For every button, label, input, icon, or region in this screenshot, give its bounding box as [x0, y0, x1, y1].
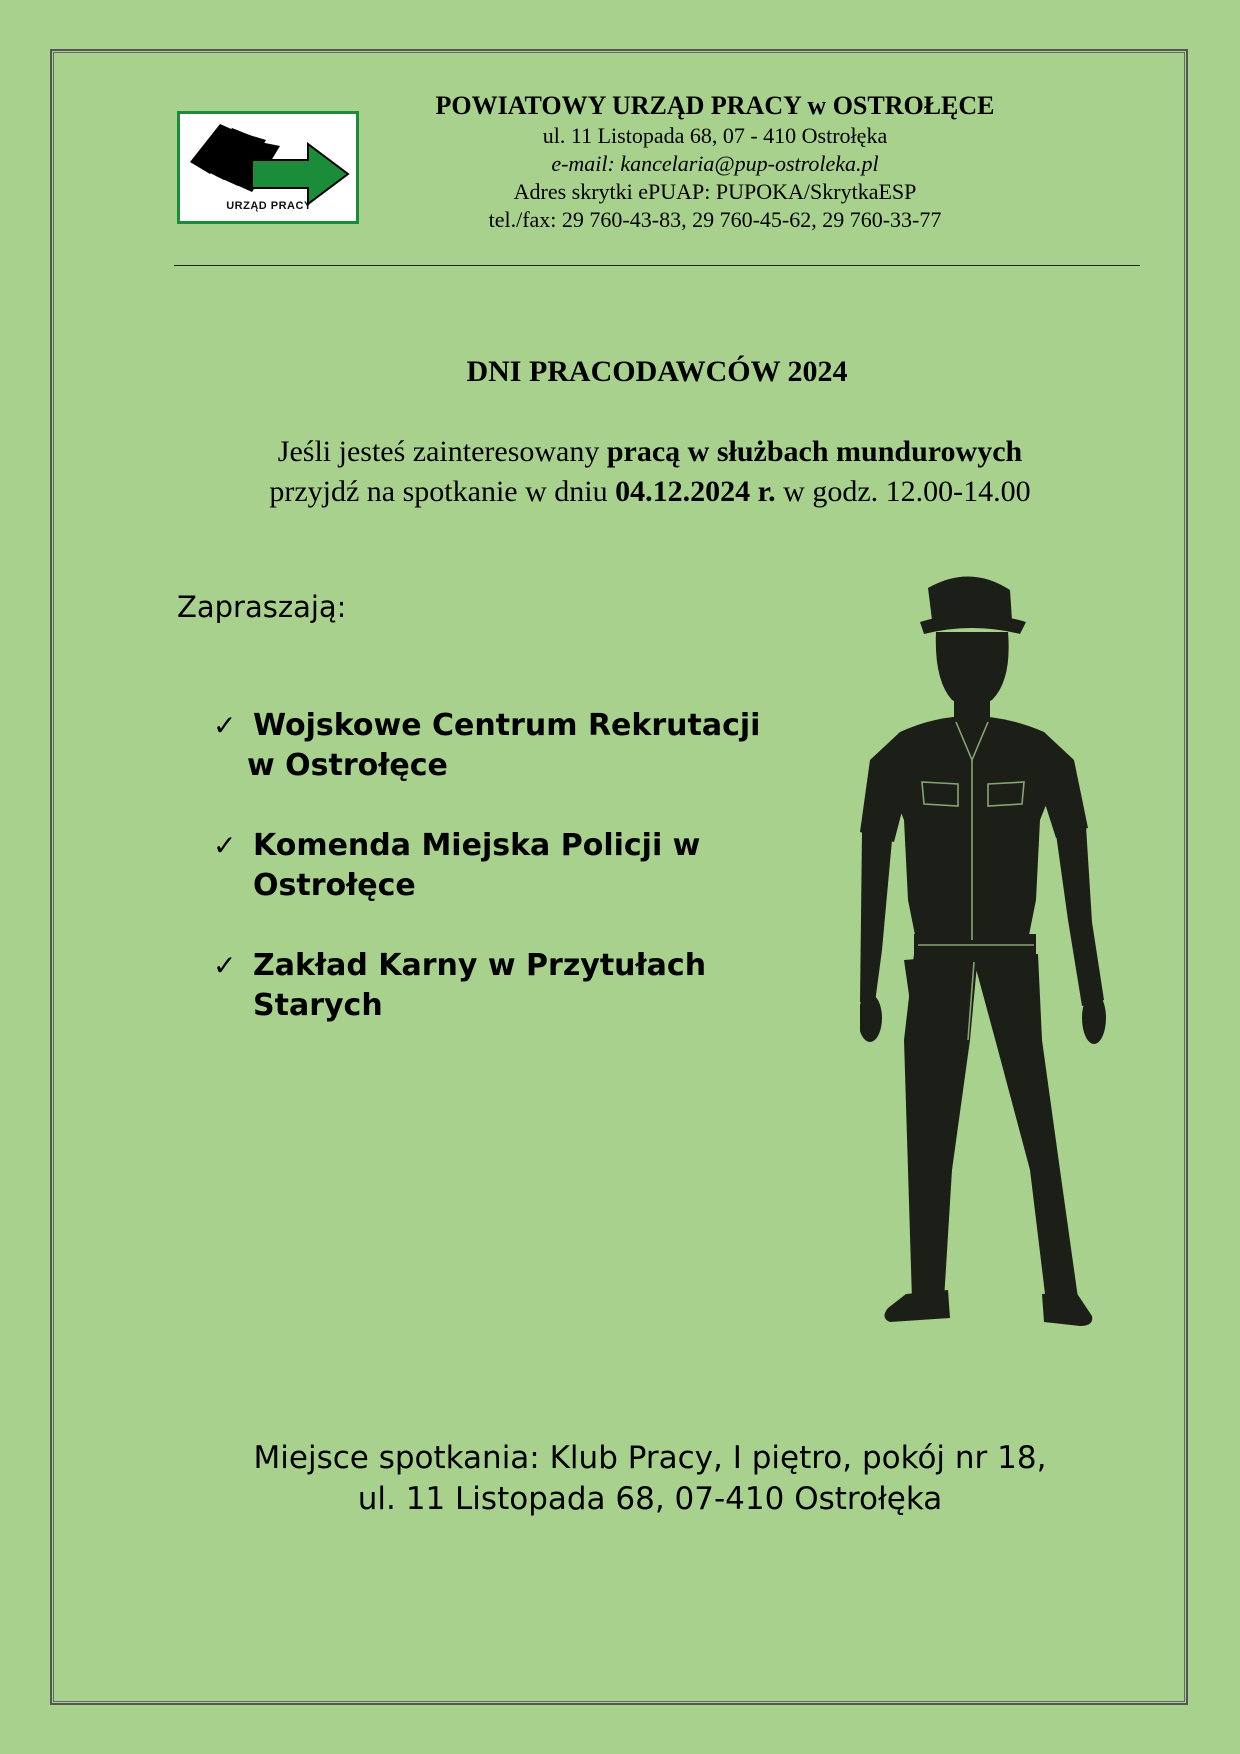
invite-label: Zapraszają:	[177, 590, 347, 624]
event-intro	[140, 432, 1160, 512]
inviter-line: Ostrołęce	[253, 868, 416, 903]
organization-name: POWIATOWY URZĄD PRACY w OSTROŁĘCE	[435, 91, 995, 120]
intro-highlight: pracą w służbach mundurowych	[606, 435, 1023, 468]
event-hours: w godz. 12.00-14.00	[775, 475, 1031, 508]
epuap-address: Adres skrytki ePUAP: PUPOKA/SkrytkaESP	[513, 179, 917, 204]
event-date: 04.12.2024 r.	[615, 475, 776, 508]
list-item	[213, 826, 813, 906]
inviter-line: Zakład Karny w Przytułach	[253, 948, 707, 983]
police-officer-silhouette-icon	[860, 570, 1120, 1345]
inviter-line: w Ostrołęce	[247, 748, 448, 783]
inviter-line: Wojskowe Centrum Rekrutacji	[253, 708, 761, 743]
inviter-line: Starych	[253, 988, 383, 1023]
header-divider	[174, 265, 1140, 266]
event-title: DNI PRACODAWCÓW 2024	[466, 355, 848, 388]
urzad-pracy-logo	[177, 111, 359, 224]
meeting-place-line-2: ul. 11 Listopada 68, 07-410 Ostrołęka	[357, 1481, 943, 1517]
check-icon: ✓	[213, 709, 237, 742]
list-item	[213, 946, 813, 1026]
office-phone: tel./fax: 29 760-43-83, 29 760-45-62, 29 760-33-77	[488, 207, 942, 232]
intro-line-2	[140, 472, 1160, 512]
check-icon: ✓	[213, 949, 237, 982]
office-email: e-mail: kancelaria@pup-ostroleka.pl	[551, 151, 879, 176]
logo-text: URZĄD PRACY	[226, 200, 312, 212]
list-item	[213, 706, 813, 786]
meeting-place	[190, 1438, 1110, 1520]
intro-date-prefix: przyjdź na spotkanie w dniu	[269, 475, 616, 508]
check-icon: ✓	[213, 829, 237, 862]
meeting-place-line-1: Miejsce spotkania: Klub Pracy, I piętro, pokój nr 18,	[253, 1440, 1047, 1476]
inviter-line: Komenda Miejska Policji w	[253, 828, 701, 863]
office-address: ul. 11 Listopada 68, 07 - 410 Ostrołęka	[542, 123, 888, 148]
intro-line-1	[140, 432, 1160, 472]
intro-prefix: Jeśli jesteś zainteresowany	[277, 435, 607, 468]
office-header	[372, 90, 1058, 234]
inviters-list	[213, 706, 813, 1066]
